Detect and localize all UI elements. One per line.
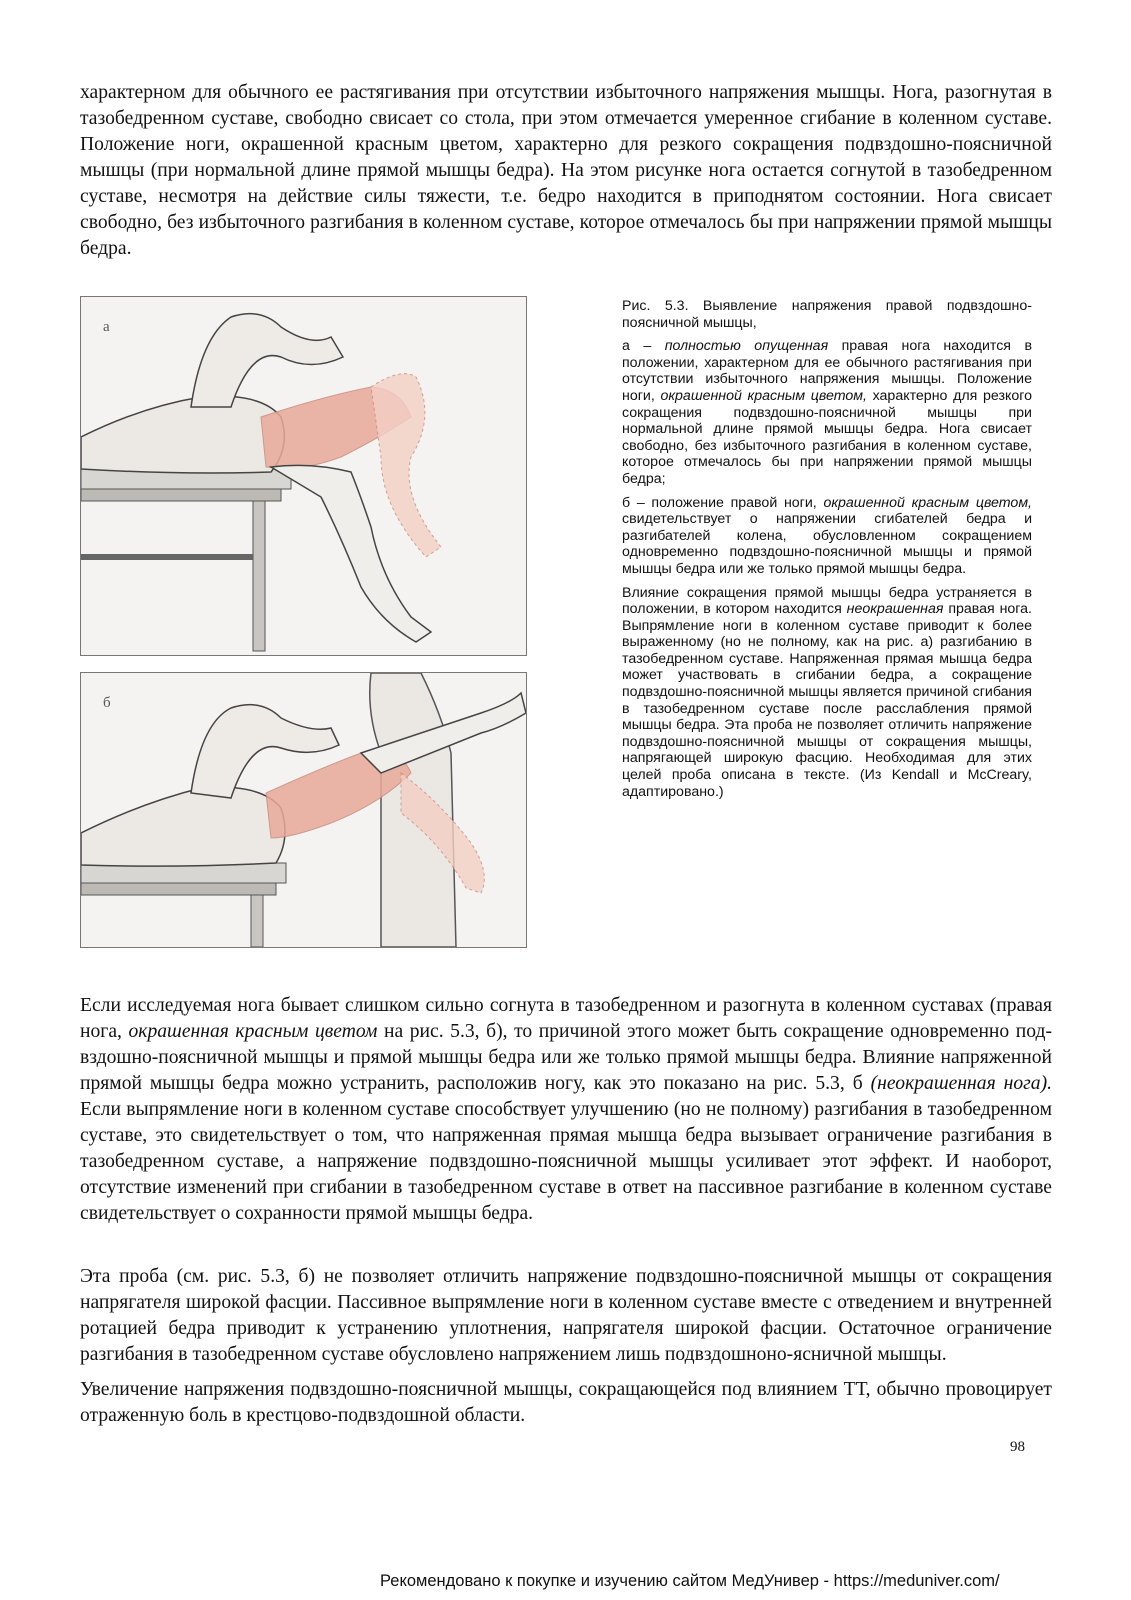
illustration-b xyxy=(81,673,526,947)
body-paragraph-4: Увеличение напряжения подвздошно-поясничной мышцы, сокращающейся под влиянием ТТ, обычно провоцирует отраженную боль в крестцово-подвздошной области. xyxy=(80,1379,1052,1426)
table-leg xyxy=(253,501,265,651)
illustration-a xyxy=(81,297,526,655)
figure-caption xyxy=(622,298,1032,807)
table-leg xyxy=(251,895,263,947)
figure-5-3-b xyxy=(80,672,527,948)
body-paragraph-1: характерном для обычного ее растягивания при отсутствии избыточного напряжения мышцы. Нога, разогнутая в тазобедренном суставе, свободно свисает со стола, при этом отмечается умеренное сгибание в коленном суставе. Положение ноги, окрашенной красным цветом, характерно для резкого сокращения подвздошно-поясничной мышцы (при нормальной длине прямой мышцы бедра). На этом рисунке нога остается согнутой в тазобедренном суставе, несмотря на действие силы тяжести, т.е. бедро находится в приподнятом состоянии. Нога свисает свободно, без избыточного разгибания в коленном суставе, которое отмечалось бы при напряжении прямой мышцы бедра. xyxy=(80,82,1052,259)
footer-recommendation: Рекомендовано к покупке и изучению сайтом МедУнивер - https://meduniver.com/ xyxy=(380,1572,1000,1590)
page-number: 98 xyxy=(1010,1439,1025,1455)
caption-a: а – полностью опущенная правая нога находится в положении, характерном для ее обычного растягивания при отсутствии избыточного напряжения мышцы. Положение ноги, окрашенной красным цветом, характерно для резкого сокращения подвздошно-поясничной мышцы при нормальной длине прямой мышцы бедра. Нога свисает свободно, без избыточного разгибания в коленном суставе, которое отмечалось бы при напряжении прямой мышцы бедра; xyxy=(622,338,1032,487)
left-leg-flexed xyxy=(191,314,343,407)
table-edge xyxy=(81,489,281,501)
torso xyxy=(81,787,285,866)
figure-b-label: б xyxy=(103,695,111,711)
body-paragraph-2: Если исследуемая нога бывает слишком сильно согнута в тазобедренном и разогнута в коленном суставах (правая нога, окрашенная красным цветом на рис. 5.3, б), то причиной этого может быть сокращение одновременно под-вздошно-поясничной мышцы и прямой мышцы бедра или же только прямой мышцы бедра. Влияние напряженной прямой мышцы бедра можно устранить, расположив ногу, как это показано на рис. 5.3, б (неокрашенная нога). Если выпрямление ноги в коленном суставе способствует улучшению (но не полному) разгибания в тазобедренном суставе, это свидетельствует о том, что напряженная прямая мышца бедра вызывает ограничение разгибания в тазобедренном суставе, а напряжение подвздошно-поясничной мышцы усиливает этот эффект. И наоборот, отсутствие изменений при сгибании в тазобедренном суставе в ответ на пассивное разгибание в коленном суставе свидетельствует о сохранности прямой мышцы бедра. xyxy=(80,995,1052,1224)
caption-c: Влияние сокращения прямой мышцы бедра устраняется в положении, в котором находится неокрашенная правая нога. Выпрямление ноги в коленном суставе приводит к более выраженному (но не полному, как на рис. а) разгибанию в тазобедренном суставе. Напряженная прямая мышца бедра может участвовать в сгибании бедра, а сокращение подвздошно-поясничной мышцы является причиной сгибания в тазобедренном суставе после расслабления прямой мышцы бедра. Эта проба не позволяет отличить напряжение подвздошно-поясничной мышцы от сокращения мышцы, напрягающей широкую фасцию. Необходимая для этих целей проба описана в тексте. (Из Kendall и McCreary, адаптировано.) xyxy=(622,584,1032,800)
figure-a-label: а xyxy=(103,319,110,335)
table-edge xyxy=(81,883,276,895)
caption-b: б – положение правой ноги, окрашенной красным цветом, свидетельствует о напряжении сгибателей бедра и разгибателей колена, обусловленном сокращением одновременно подвздошно-поясничной мышцы и прямой мышцы бедра или же только прямой мышцы бедра. xyxy=(622,494,1032,577)
caption-title: Рис. 5.3. Выявление напряжения правой подвздошно-поясничной мышцы, xyxy=(622,298,1032,331)
highlighted-lower-leg xyxy=(371,374,441,557)
torso xyxy=(81,396,284,473)
body-paragraph-3: Эта проба (см. рис. 5.3, б) не позволяет отличить напряжение подвздошно-поясничной мышцы от сокращения напрягателя широкой фасции. Пассивное выпрямление ноги в коленном суставе вместе с отведением и внутренней ротацией бедра приводит к устранению уплотнения, напрягателя широкой фасции. Остаточное ограничение разгибания в тазобедренном суставе обусловлено напряжением лишь подвздошноно-ясничной мышцы. xyxy=(80,1266,1052,1365)
figure-5-3-a xyxy=(80,296,527,656)
